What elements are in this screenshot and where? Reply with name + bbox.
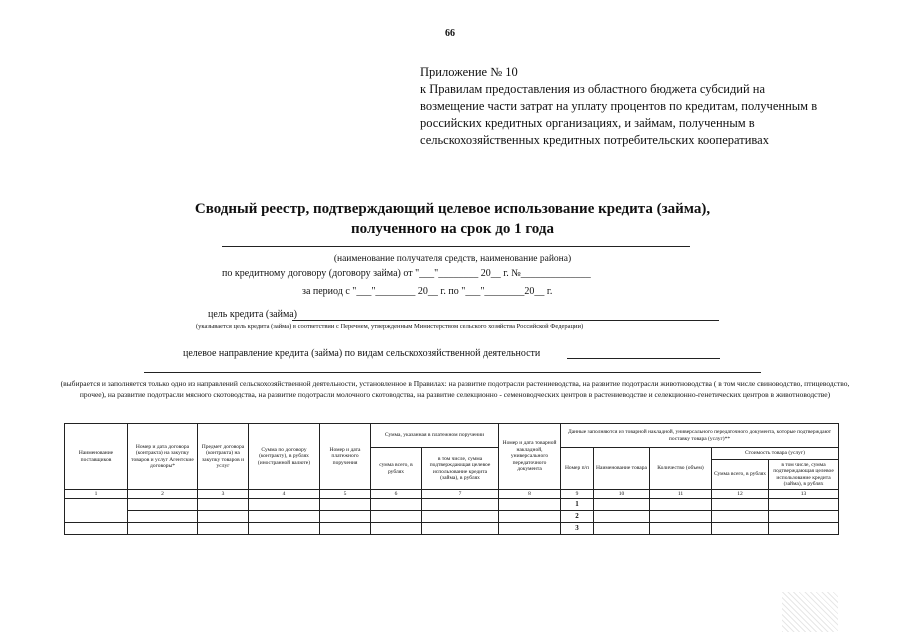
table-cell [769, 499, 839, 511]
header-contract-subject: Предмет договора (контракта) на закупку товаров и услуг [198, 424, 249, 490]
row-number-cell: 2 [561, 511, 594, 523]
table-cell [65, 523, 128, 535]
header-payment-amount-group: Сумма, указанная в платежном поручении [371, 424, 499, 448]
header-goods-cost-group: Стоимость товара (услуг) [712, 448, 839, 460]
table-cell [499, 511, 561, 523]
table-cell [128, 523, 198, 535]
header-target-amount: в том числе, сумма подтверждающая целевое использование кредита (займа), в рублях [422, 448, 499, 490]
header-total-amount: сумма всего, в рублях [371, 448, 422, 490]
purpose-hint: (указывается цель кредита (займа) в соответствии с Перечнем, утвержденным Министерством сельского хозяйства Российской Федерации) [196, 323, 584, 330]
table-cell [422, 499, 499, 511]
table-cell [249, 499, 320, 511]
title-line-1: Сводный реестр, подтверждающий целевое использование кредита (займа), [194, 201, 711, 217]
loan-agreement-line: по кредитному договору (договору займа) от "___"________ 20__ г. №______________ [222, 268, 591, 279]
column-number: 9 [561, 490, 594, 499]
column-number: 11 [650, 490, 712, 499]
appendix-line: возмещение части затрат на уплату процентов по кредитам, полученным в [420, 99, 818, 113]
page-number: 66 [445, 28, 455, 39]
direction-fill-line [567, 358, 720, 359]
table-cell [650, 523, 712, 535]
column-number: 4 [249, 490, 320, 499]
header-cost-total: Сумма всего, в рублях [712, 460, 769, 490]
header-invoice-data-group: Данные заполняются из товарной накладной, универсального передаточного документа, которые подтверждают поставку товара (услуг)** [561, 424, 839, 448]
appendix-line: к Правилам предоставления из областного бюджета субсидий на [420, 82, 766, 96]
table-cell [594, 499, 650, 511]
header-invoice: Номер и дата товарной накладной, универсального передаточного документа [499, 424, 561, 490]
header-cost-target: в том числе, сумма подтверждающая целевое использование кредита (займа), в рублях [769, 460, 839, 490]
table-cell [198, 523, 249, 535]
purpose-label: цель кредита (займа) [208, 309, 297, 320]
table-cell [650, 511, 712, 523]
table-cell [422, 523, 499, 535]
table-cell [128, 499, 198, 511]
table-row [65, 499, 839, 511]
appendix-block [420, 64, 817, 149]
table-cell [198, 511, 249, 523]
table-cell [371, 499, 422, 511]
column-number: 10 [594, 490, 650, 499]
column-number: 2 [128, 490, 198, 499]
column-number: 1 [65, 490, 128, 499]
table-cell [128, 511, 198, 523]
summary-register-table [64, 423, 839, 535]
table-cell [594, 523, 650, 535]
table-cell [371, 523, 422, 535]
header-contract-amount: Сумма по договору (контракту), в рублях (иностранной валюте) [249, 424, 320, 490]
table-row [65, 523, 839, 535]
table-cell [769, 511, 839, 523]
table-cell [712, 499, 769, 511]
column-number: 5 [320, 490, 371, 499]
column-number: 8 [499, 490, 561, 499]
table-row [65, 511, 839, 523]
column-number: 6 [371, 490, 422, 499]
appendix-line: сельскохозяйственных кредитных потребительских кооперативах [420, 133, 769, 147]
header-payment-order: Номер и дата платежного поручения [320, 424, 371, 490]
purpose-fill-line [292, 320, 719, 321]
row-number-cell: 3 [561, 523, 594, 535]
table-cell [712, 523, 769, 535]
table-cell [499, 499, 561, 511]
header-quantity: Количество (объем) [650, 448, 712, 490]
recipient-hint: (наименование получателя средств, наименование района) [333, 254, 572, 264]
column-numbers-row [65, 490, 839, 499]
table-cell [422, 511, 499, 523]
header-goods-name: Наименование товара [594, 448, 650, 490]
table-cell [650, 499, 712, 511]
table-cell [320, 511, 371, 523]
table-cell [320, 499, 371, 511]
header-suppliers: Наименование поставщиков [65, 424, 128, 490]
header-contract-number-date: Номер и дата договора (контракта) на закупку товаров и услуг Агентские договоры* [128, 424, 198, 490]
column-number: 7 [422, 490, 499, 499]
column-number: 13 [769, 490, 839, 499]
table-cell [320, 523, 371, 535]
title-line-2: полученного на срок до 1 года [351, 221, 554, 237]
direction-note: (выбирается и заполняется только одно из направлений сельскохозяйственной деятельности, установленное в Правилах: на развитие подотрасли растениеводства, на развитие подотрасли животноводства ( в том числе свиноводство, птицеводство, прочее), на развитие подотрасли мясного скотоводства, на развитие подотрасли молочного скотоводства, на развитие селекционно - семеноводческих центров в растениеводстве и селекционно-генетических центров в животноводстве) [60, 379, 850, 399]
direction-second-line [144, 372, 761, 373]
appendix-line: российских кредитных организациях, и займам, полученным в [420, 116, 755, 130]
period-line: за период с "___"________ 20__ г. по "___"________20__ г. [302, 286, 553, 297]
scan-noise-artifact [782, 592, 838, 632]
table-cell [499, 523, 561, 535]
table-cell [198, 499, 249, 511]
direction-label: целевое направление кредита (займа) по видам сельскохозяйственной деятельности [183, 348, 541, 359]
row-number-cell: 1 [561, 499, 594, 511]
column-number: 12 [712, 490, 769, 499]
header-row-number: Номер п/п [561, 448, 594, 490]
table-cell [249, 523, 320, 535]
column-number: 3 [198, 490, 249, 499]
recipient-fill-line [222, 246, 690, 247]
table-cell [769, 523, 839, 535]
table-cell [712, 511, 769, 523]
table-cell [594, 511, 650, 523]
appendix-title: Приложение № 10 [420, 65, 518, 79]
table-cell [249, 511, 320, 523]
document-title [0, 199, 905, 239]
table-cell [371, 511, 422, 523]
table-cell [65, 499, 128, 523]
